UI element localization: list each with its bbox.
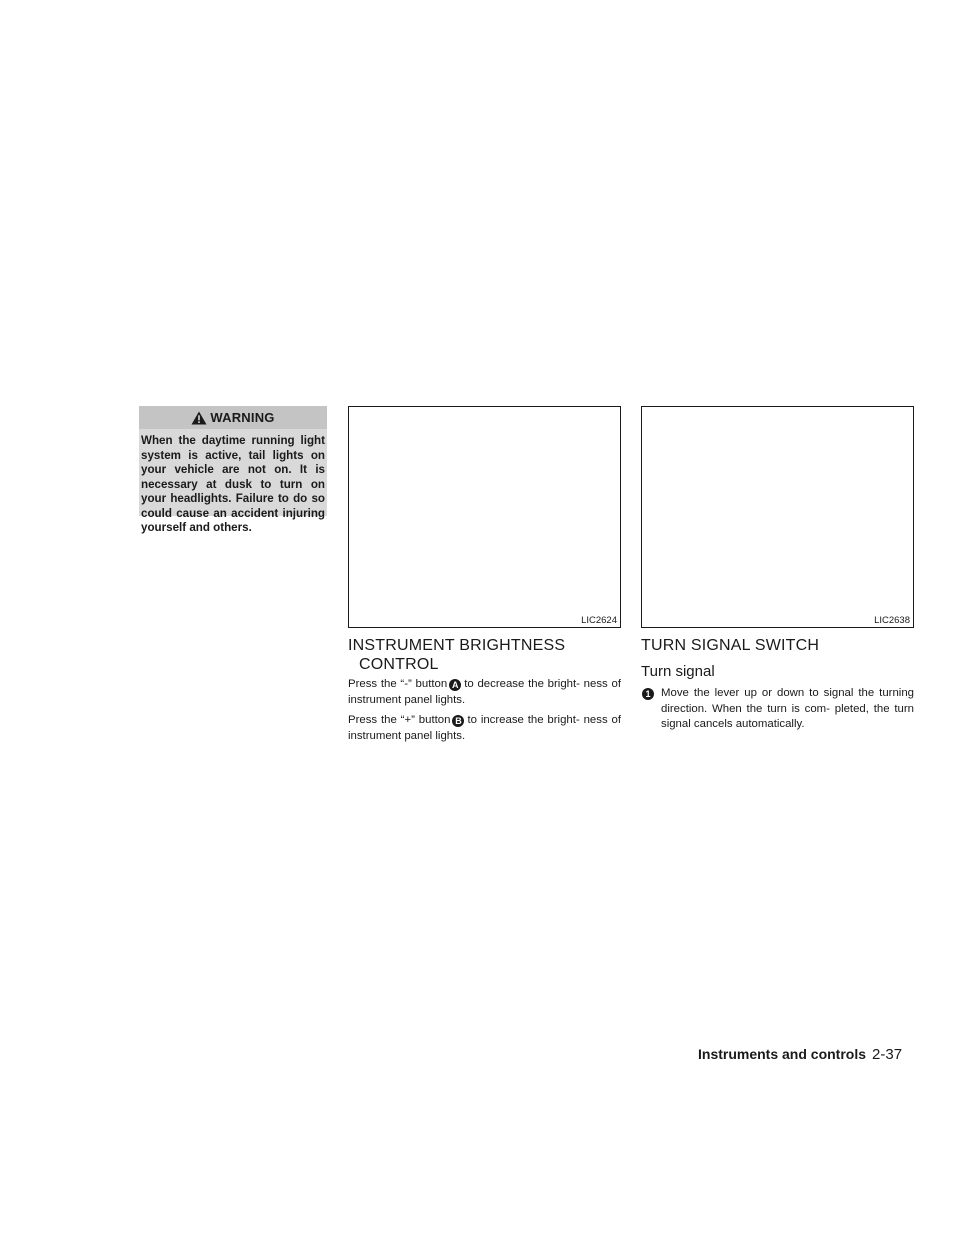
brightness-heading-line1: INSTRUMENT BRIGHTNESS [348,637,566,654]
para-text: Press the “+” button [348,714,451,726]
warning-box [139,406,327,534]
figure-turn-signal [641,406,914,628]
list-item [641,686,914,733]
warning-header [139,406,327,429]
brightness-heading-line2: CONTROL [359,656,439,673]
callout-a-icon: A [449,679,461,691]
callout-1-icon: 1 [642,688,654,700]
warning-title: WARNING [210,410,275,425]
warning-triangle-icon [191,411,207,425]
footer-section: Instruments and controls [698,1046,867,1062]
brightness-heading [348,636,618,674]
warning-text: When the daytime running light system is active, tail lights on your vehicle are not on. It is necessary at dusk to turn on your headlights. Failure to do so could cause an accident injuring yourself and others. [141,434,325,534]
page-number: 2-37 [872,1046,903,1063]
brightness-paragraph-increase [348,713,621,744]
list-item-text: Move the lever up or down to signal the turning direction. When the turn is com- pleted, the turn signal cancels automatically. [661,687,914,730]
page-footer [698,1046,902,1063]
figure-instrument-brightness [348,406,621,628]
para-text: Press the “-” button [348,678,448,690]
turn-signal-heading: TURN SIGNAL SWITCH [641,637,820,654]
turn-signal-subheading: Turn signal [641,663,715,680]
callout-b-icon: B [452,715,464,727]
figure-label: LIC2624 [581,615,617,626]
brightness-paragraph-decrease [348,677,621,708]
para-text: to increase the bright- ness of instrument panel lights. [348,714,621,742]
para-text: to decrease the bright- ness of instrument panel lights. [348,678,621,706]
figure-label: LIC2638 [874,615,910,626]
